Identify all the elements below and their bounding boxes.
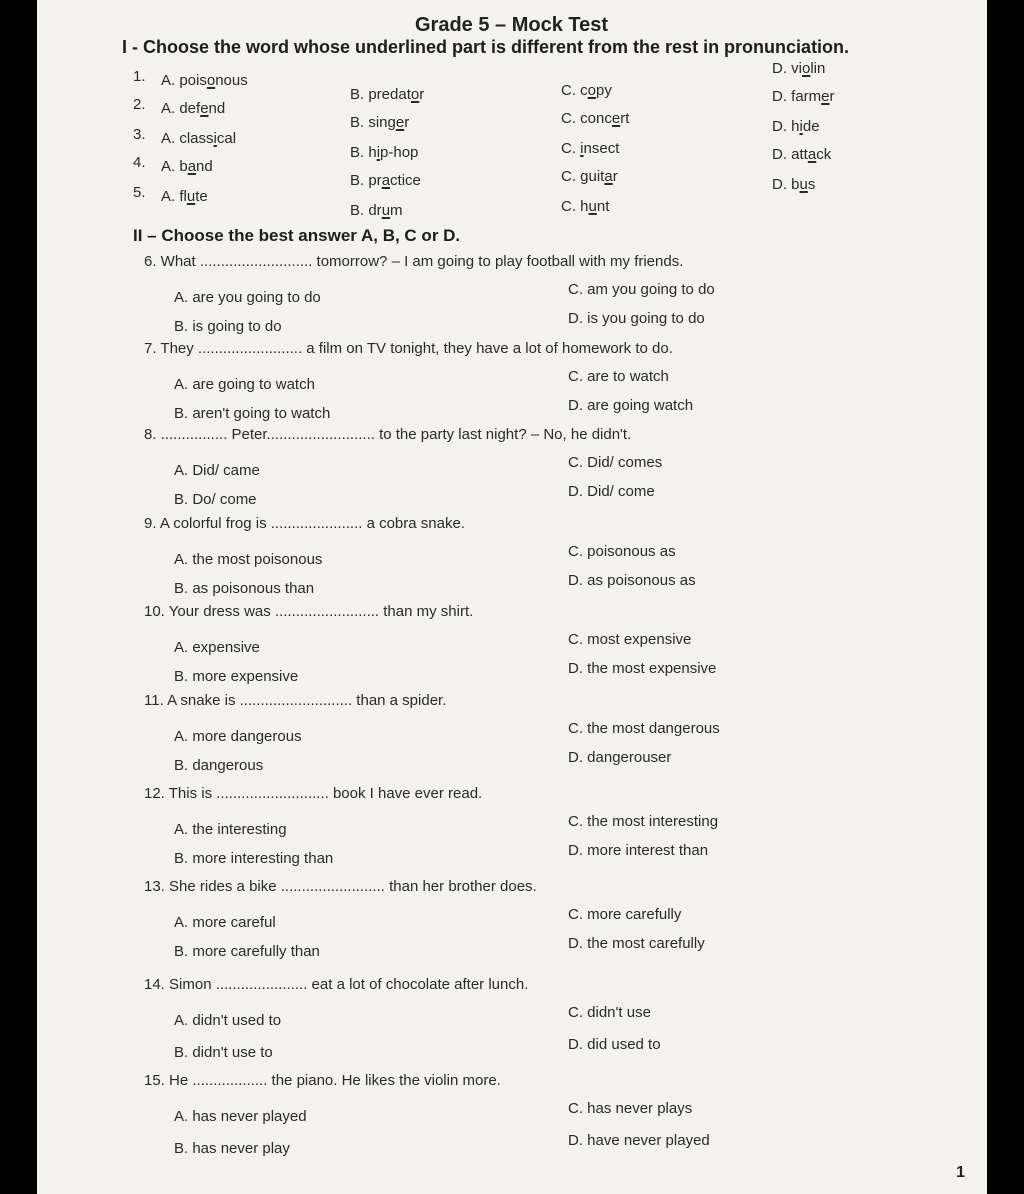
section1-option: B. drum — [350, 202, 403, 219]
section2-option-d: D. dangerouser — [568, 749, 672, 766]
section2-option-b: B. more expensive — [174, 668, 299, 685]
section2-option-c: C. has never plays — [568, 1100, 693, 1117]
section2-question-stem: 9. A colorful frog is ...................... a cobra snake. — [144, 515, 465, 532]
section2-option-d: D. have never played — [568, 1132, 710, 1149]
section2-option-b: B. aren't going to watch — [174, 405, 331, 422]
section1-option: C. insect — [561, 140, 620, 157]
section2-option-d: D. the most expensive — [568, 660, 717, 677]
section1-option: A. classical — [161, 130, 237, 147]
section2-option-a: A. more dangerous — [174, 728, 302, 745]
section2-option-a: A. expensive — [174, 639, 260, 656]
section2-option-b: B. more interesting than — [174, 850, 334, 867]
section2-option-c: C. more carefully — [568, 906, 682, 923]
section2-question-stem: 13. She rides a bike ......................... than her brother does. — [144, 878, 537, 895]
section2-option-c: C. Did/ comes — [568, 454, 663, 471]
section2-question-stem: 7. They ......................... a film on TV tonight, they have a lot of homework to do. — [144, 340, 673, 357]
section2-option-d: D. Did/ come — [568, 483, 655, 500]
section1-heading: I - Choose the word whose underlined part is different from the rest in pronunciation. — [122, 37, 850, 57]
section2-option-c: C. didn't use — [568, 1004, 651, 1021]
section2-option-a: A. didn't used to — [174, 1012, 282, 1029]
section2-option-a: A. are you going to do — [174, 289, 321, 306]
section1-option: D. violin — [772, 60, 826, 77]
section2-option-a: A. Did/ came — [174, 462, 260, 479]
section2-option-a: A. are going to watch — [174, 376, 315, 393]
section2-option-a: A. has never played — [174, 1108, 307, 1125]
section2-option-d: D. as poisonous as — [568, 572, 696, 589]
page-number: 1 — [956, 1164, 965, 1181]
section1-question-number: 1. — [133, 68, 146, 85]
section2-option-d: D. are going watch — [568, 397, 694, 414]
section1-option: B. practice — [350, 172, 421, 189]
section2-option-b: B. Do/ come — [174, 491, 257, 508]
section2-question-stem: 6. What ........................... tomorrow? – I am going to play football with my friends. — [144, 253, 684, 270]
section2-heading: II – Choose the best answer A, B, C or D. — [133, 226, 461, 245]
section1-option: A. defend — [161, 100, 226, 117]
section2-option-d: D. is you going to do — [568, 310, 705, 327]
section1-option: B. hip-hop — [350, 144, 419, 161]
section2-option-b: B. dangerous — [174, 757, 264, 774]
section2-question-stem: 14. Simon ...................... eat a lot of chocolate after lunch. — [144, 976, 529, 993]
section1-option: A. poisonous — [161, 72, 248, 89]
section2-option-b: B. more carefully than — [174, 943, 320, 960]
section1-option: D. bus — [772, 176, 816, 193]
section2-question-stem: 11. A snake is ........................... than a spider. — [144, 692, 447, 709]
section2-option-b: B. has never play — [174, 1140, 290, 1157]
section1-option: D. attack — [772, 146, 832, 163]
section2-option-c: C. are to watch — [568, 368, 669, 385]
section1-option: D. hide — [772, 118, 820, 135]
section1-question-number: 2. — [133, 96, 146, 113]
section2-option-d: D. did used to — [568, 1036, 661, 1053]
section2-question-stem: 12. This is ........................... book I have ever read. — [144, 785, 483, 802]
section1-option: C. copy — [561, 82, 612, 99]
section2-option-a: A. the most poisonous — [174, 551, 323, 568]
section2-option-c: C. most expensive — [568, 631, 692, 648]
section1-question-number: 5. — [133, 184, 146, 201]
section2-option-b: B. as poisonous than — [174, 580, 315, 597]
section1-option: C. guitar — [561, 168, 618, 185]
section1-option: A. band — [161, 158, 213, 175]
section1-question-number: 4. — [133, 154, 146, 171]
section2-option-c: C. am you going to do — [568, 281, 715, 298]
section1-option: C. hunt — [561, 198, 610, 215]
section1-option: D. farmer — [772, 88, 835, 105]
section2-option-c: C. poisonous as — [568, 543, 676, 560]
section2-option-d: D. the most carefully — [568, 935, 705, 952]
section1-option: B. predator — [350, 86, 425, 103]
section1-option: C. concert — [561, 110, 630, 127]
section1-question-number: 3. — [133, 126, 146, 143]
section2-option-a: A. more careful — [174, 914, 276, 931]
section1-option: B. singer — [350, 114, 410, 131]
section2-option-d: D. more interest than — [568, 842, 709, 859]
section2-option-c: C. the most dangerous — [568, 720, 720, 737]
section1-option: A. flute — [161, 188, 208, 205]
section2-option-c: C. the most interesting — [568, 813, 719, 830]
section2-option-b: B. is going to do — [174, 318, 282, 335]
section2-option-b: B. didn't use to — [174, 1044, 273, 1061]
section2-question-stem: 8. ................ Peter.......................... to the party last night? – No, he didn't. — [144, 426, 632, 443]
section2-question-stem: 15. He .................. the piano. He likes the violin more. — [144, 1072, 501, 1089]
section2-question-stem: 10. Your dress was ......................... than my shirt. — [144, 603, 474, 620]
worksheet-page — [37, 0, 987, 1194]
section2-option-a: A. the interesting — [174, 821, 287, 838]
page-title: Grade 5 – Mock Test — [415, 14, 609, 36]
